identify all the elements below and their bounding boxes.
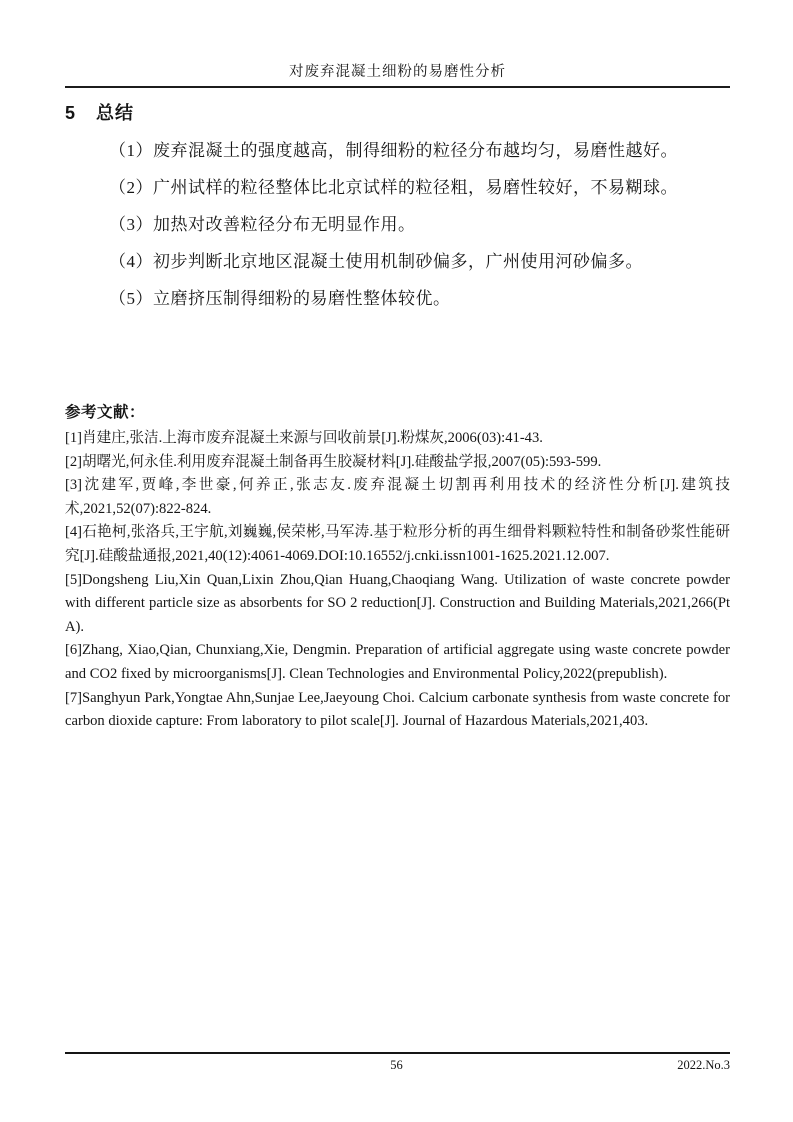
conclusion-item-3: （3）加热对改善粒径分布无明显作用。 [109, 215, 416, 234]
running-head-title: 对废弃混凝土细粉的易磨性分析 [65, 60, 730, 88]
conclusion-list [65, 132, 730, 317]
reference-item-2: [2]胡曙光,何永佳.利用废弃混凝土制备再生胶凝材料[J].硅酸盐学报,2007(05):593-599. [65, 453, 602, 470]
footer-divider [65, 1052, 730, 1054]
reference-item-6: [6]Zhang, Xiao,Qian, Chunxiang,Xie, Dengmin. Preparation of artificial aggregate using waste concrete powder and CO2 fixed by microorganisms[J]. Clean Technologies and Environmental Policy,2022(prepublish). [65, 642, 730, 682]
conclusion-item-5: （5）立磨挤压制得细粉的易磨性整体较优。 [109, 289, 451, 308]
conclusion-item-1: （1）废弃混凝土的强度越高，制得细粉的粒径分布越均匀，易磨性越好。 [109, 141, 678, 160]
page-number: 56 [390, 1058, 403, 1072]
references-list [65, 427, 730, 734]
section-heading [65, 99, 730, 125]
conclusion-item-4: （4）初步判断北京地区混凝土使用机制砂偏多，广州使用河砂偏多。 [109, 252, 643, 271]
reference-item-1: [1]肖建庄,张洁.上海市废弃混凝土来源与回收前景[J].粉煤灰,2006(03):41-43. [65, 430, 543, 446]
reference-item-4: [4]石艳柯,张洛兵,王宇航,刘巍巍,侯荣彬,马军涛.基于粒形分析的再生细骨料颗粒特性和制备砂浆性能研究[J].硅酸盐通报,2021,40(12):4061-4069.DOI:10.16552/j.cnki.issn1001-1625.2021.12.007. [65, 524, 730, 564]
reference-item-3: [3]沈建军,贾峰,李世豪,何养正,张志友.废弃混凝土切割再利用技术的经济性分析[J].建筑技术,2021,52(07):822-824. [65, 477, 730, 517]
issue-label: 2022.No.3 [677, 1058, 730, 1072]
section-title: 总结 [96, 103, 135, 123]
section-number: 5 [65, 103, 77, 123]
reference-item-7: [7]Sanghyun Park,Yongtae Ahn,Sunjae Lee,Jaeyoung Choi. Calcium carbonate synthesis from waste concrete for carbon dioxide capture: From laboratory to pilot scale[J]. Journal of Hazardous Materials,2021,403. [65, 689, 730, 730]
references-heading: 参考文献： [65, 404, 146, 421]
reference-item-5: [5]Dongsheng Liu,Xin Quan,Lixin Zhou,Qian Huang,Chaoqiang Wang. Utilization of waste concrete powder with different particle size as absorbents for SO 2 reduction[J]. Construction and Building Materials,2021,266(Pt A). [65, 571, 730, 635]
conclusion-item-2: （2）广州试样的粒径整体比北京试样的粒径粗，易磨性较好，不易糊球。 [109, 178, 678, 197]
